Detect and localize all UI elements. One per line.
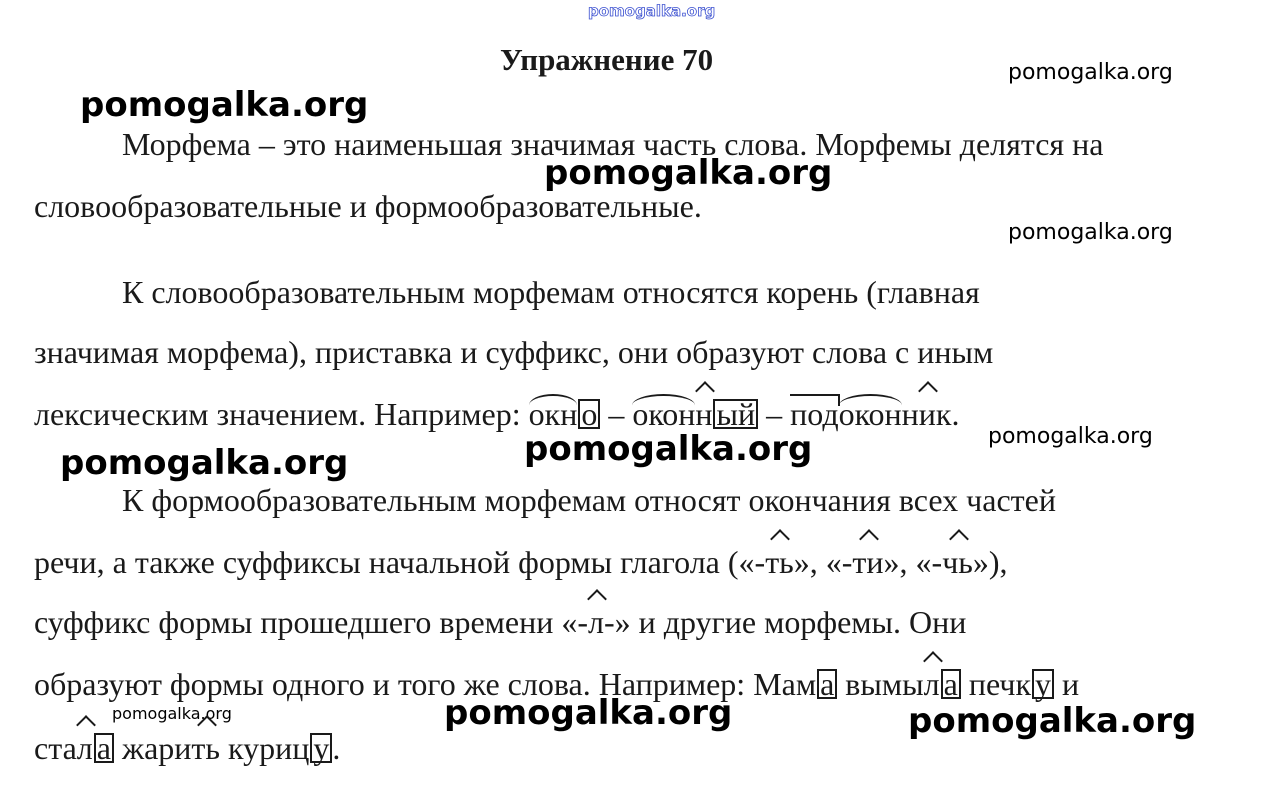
- watermark: pomogalka.org: [908, 701, 1197, 741]
- period: .: [951, 396, 960, 432]
- watermark: pomogalka.org: [60, 443, 349, 483]
- morpheme-suffix: л: [588, 604, 604, 640]
- line-text: лексическим значением. Например:: [34, 396, 529, 432]
- paragraph-2-line-2: значимая морфема), приставка и суффикс, они образуют слова с иным: [34, 334, 994, 370]
- morpheme-suffix: ти: [852, 544, 884, 580]
- paragraph-3-line-5: [34, 732, 340, 764]
- line-text: жари: [113, 730, 192, 766]
- paragraph-3-line-3: [34, 606, 966, 638]
- morpheme-ending: а: [817, 669, 837, 699]
- paragraph-3-line-2: [34, 546, 1008, 578]
- line-text: куриц: [219, 730, 310, 766]
- line-text: ста: [34, 730, 77, 766]
- exercise-title: Упражнение 70: [500, 42, 714, 77]
- morpheme-root: окон: [632, 396, 696, 432]
- line-text: печк: [960, 666, 1031, 702]
- morpheme-prefix: под: [790, 396, 839, 432]
- paragraph-2-line-1: К словообразовательным морфемам относятся корень (главная: [122, 274, 980, 310]
- morpheme-ending: у: [310, 733, 332, 763]
- line-text: », «-: [793, 544, 853, 580]
- morpheme-suffix: н: [695, 396, 713, 432]
- watermark: pomogalka.org: [988, 424, 1153, 449]
- line-text: речи, а также суффиксы начальной формы глагола («-: [34, 544, 766, 580]
- morpheme-ending: у: [1032, 669, 1054, 699]
- watermark: pomogalka.org: [80, 85, 369, 125]
- line-text: суффикс формы прошедшего времени «-: [34, 604, 589, 640]
- morpheme-ending: а: [94, 733, 114, 763]
- line-text: », «-: [883, 544, 943, 580]
- morpheme-suffix: ть: [765, 544, 794, 580]
- paragraph-1-line-1: Морфема – это наименьшая значимая часть слова. Морфемы делятся на: [122, 126, 1104, 162]
- watermark-top: pomogalka.org: [588, 2, 716, 20]
- morpheme-suffix: л: [923, 666, 940, 702]
- line-text: »),: [972, 544, 1008, 580]
- morpheme-root: окон: [838, 396, 902, 432]
- line-text: -» и другие морфемы. Они: [603, 604, 967, 640]
- line-text: образуют формы одного и того же слова. Например: Мам: [34, 666, 817, 702]
- morpheme-suffix: чь: [942, 544, 973, 580]
- morpheme-suffix: ник: [901, 396, 952, 432]
- line-text: и: [1054, 666, 1080, 702]
- dash: –: [758, 396, 791, 432]
- morpheme-ending: ый: [713, 399, 758, 429]
- morpheme-root: окн: [528, 396, 578, 432]
- morpheme-ending: о: [578, 399, 600, 429]
- watermark: pomogalka.org: [544, 153, 833, 193]
- period: .: [332, 730, 341, 766]
- watermark: pomogalka.org: [524, 429, 813, 469]
- paragraph-2-line-3: [34, 398, 959, 430]
- watermark: pomogalka.org: [1008, 60, 1173, 85]
- paragraph-1-line-2: словообразовательные и формообразовательные.: [34, 188, 702, 224]
- paragraph-3-line-1: К формообразовательным морфемам относят окончания всех частей: [122, 482, 1056, 518]
- line-text: вымы: [837, 666, 924, 702]
- dash: –: [600, 396, 633, 432]
- morpheme-suffix: л: [76, 730, 93, 766]
- morpheme-suffix: ть: [191, 730, 220, 766]
- watermark: pomogalka.org: [112, 704, 232, 723]
- morpheme-ending: а: [941, 669, 961, 699]
- watermark: pomogalka.org: [444, 693, 733, 733]
- watermark: pomogalka.org: [1008, 220, 1173, 245]
